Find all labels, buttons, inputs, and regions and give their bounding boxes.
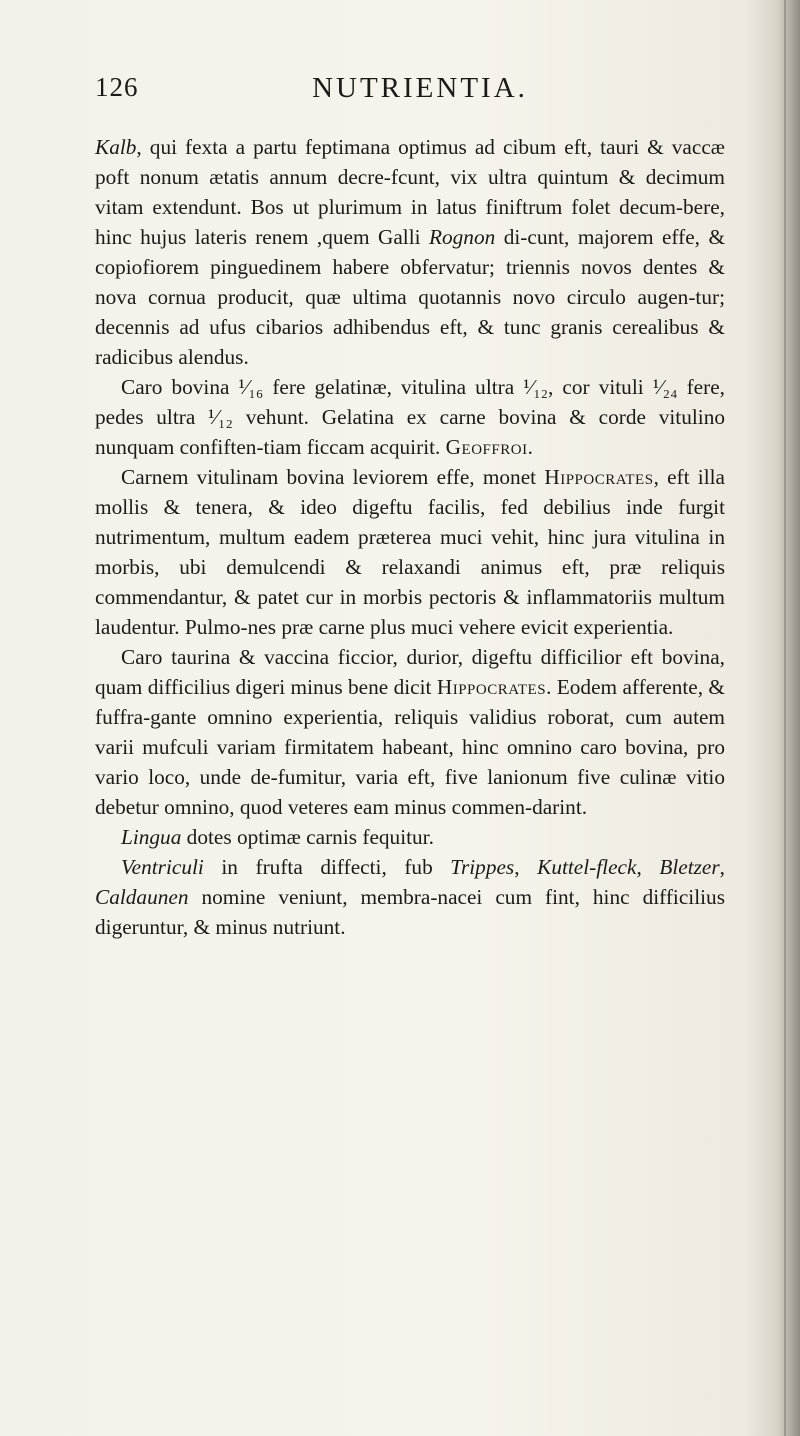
body-text <box>95 132 725 942</box>
text-segment: , eft illa mollis & tenera, & ideo digeftu facilis, fed debilius inde furgit nutrimentum, multum eadem præterea muci vehit, hinc jura vitulina in morbis, ubi demulcendi & relaxandi animus eft, præ reliquis commendantur, & patet cur in morbis pectoris & inflammatoriis multum laudentur. Pulmo-nes præ carne plus muci vehere evicit experientia. <box>95 465 725 639</box>
text-segment: Caro taurina & vaccina ficcior, durior, digeftu difficilior eft bovina, quam difficilius digeri minus bene dicit <box>95 645 725 699</box>
text-segment: Caro bovina ¹⁄₁₆ fere gelatinæ, vitulina ultra ¹⁄₁₂, cor vituli ¹⁄₂₄ fere, pedes ultra ¹⁄₁₂ vehunt. Gelatina ex carne bovina & corde vitulino nunquam confiften-tiam ficcam acquirit. <box>95 375 725 459</box>
page-number: 126 <box>95 72 139 102</box>
text-segment: Geoffroi. <box>445 435 534 459</box>
text-segment: , <box>514 855 538 879</box>
paragraph <box>95 372 725 462</box>
text-segment: Rognon <box>429 225 496 249</box>
text-segment: Hippocrates <box>544 465 654 489</box>
paragraph <box>95 462 725 642</box>
running-head <box>95 72 725 112</box>
text-segment: Kuttel-fleck <box>537 855 637 879</box>
paragraph <box>95 822 725 852</box>
text-segment: Kalb <box>95 135 137 159</box>
text-segment: Caldaunen <box>95 885 189 909</box>
text-segment: , <box>636 855 660 879</box>
text-segment: Lingua <box>121 825 182 849</box>
text-segment: , <box>719 855 725 879</box>
text-segment: Hippocrates <box>436 675 547 699</box>
page-edge-line <box>784 0 786 1436</box>
paragraph <box>95 642 725 822</box>
page-edge-shadow <box>778 0 800 1436</box>
text-segment: , qui fexta a partu feptimana optimus ad cibum eft, tauri & vaccæ poft nonum ætatis annum decre-fcunt, vix ultra quintum & decimum vitam extendunt. Bos ut plurimum in latus finiftrum folet decum-bere, hinc hujus lateris renem ,quem Galli <box>95 135 725 249</box>
text-segment: Ventriculi <box>121 855 204 879</box>
text-segment: di-cunt, majorem effe, & copiofiorem pinguedinem habere obfervatur; triennis novos dentes & nova cornua producit, quæ ultima quotannis novo circulo augen-tur; decennis ad ufus cibarios adhibendus eft, & tunc granis cerealibus & radicibus alendus. <box>95 225 726 369</box>
text-segment: in frufta diffecti, fub <box>203 855 451 879</box>
text-segment: dotes optimæ carnis fequitur. <box>181 825 434 849</box>
text-segment: Carnem vitulinam bovina leviorem effe, monet <box>121 465 545 489</box>
paragraph <box>95 852 725 942</box>
text-segment: Trippes <box>450 855 515 879</box>
running-title: NUTRIENTIA. <box>312 72 528 104</box>
paragraph <box>95 132 725 372</box>
text-segment: Bletzer <box>659 855 720 879</box>
text-segment: . Eodem afferente, & fuffra-gante omnino experientia, reliquis validius roborat, cum autem varii mufculi variam firmitatem habeant, hinc omnino caro bovina, pro vario loco, unde de-fumitur, varia eft, five lanionum five culinæ vitio debetur omnino, quod veteres eam minus commen-darint. <box>95 675 726 819</box>
text-segment: nomine veniunt, membra-nacei cum fint, hinc difficilius digeruntur, & minus nutriunt. <box>95 885 725 939</box>
